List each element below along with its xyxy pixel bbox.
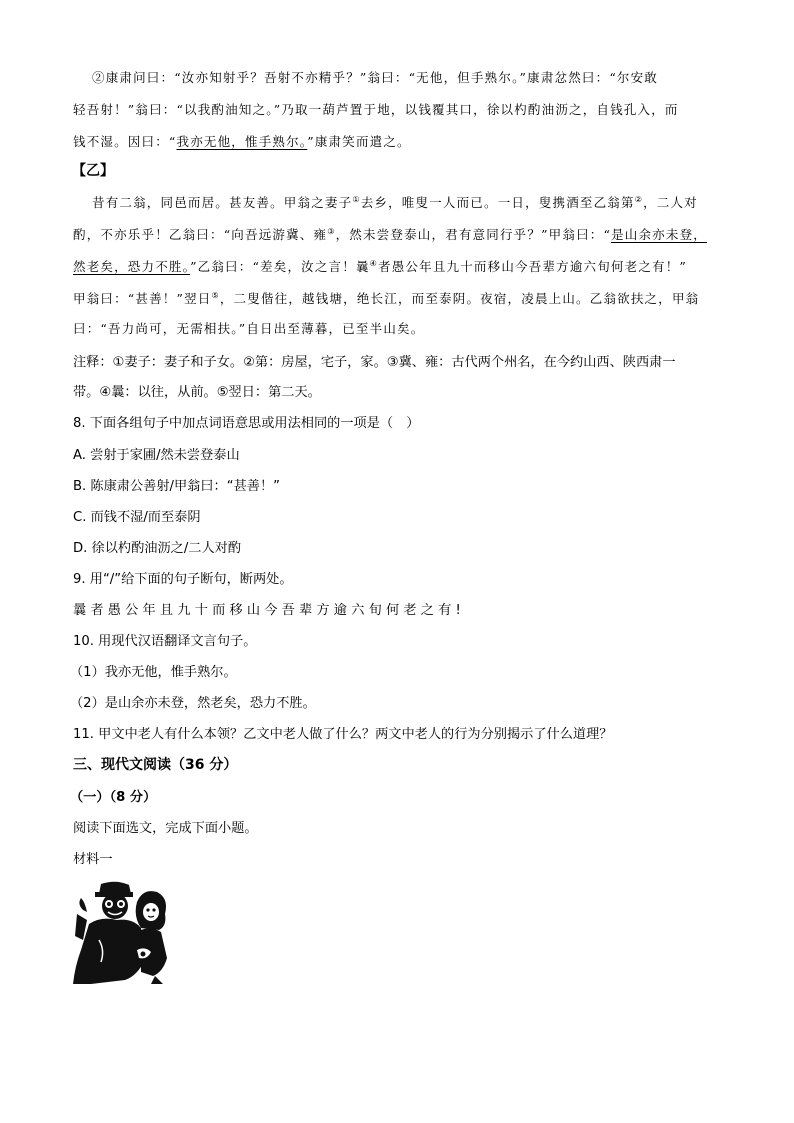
passage-jia-line-3: 钱不湿。因曰：“我亦无他，惟手熟尔。”康肃笑而遣之。	[73, 134, 411, 149]
underlined-phrase: 然老矣，恐力不胜。	[73, 259, 191, 274]
section-3-title: 三、现代文阅读（36 分）	[73, 757, 238, 773]
question-10-sentence-2: （2）是山余亦未登，然老矣，恐力不胜。	[70, 696, 316, 711]
question-8-option-b: B. 陈康肃公善射/甲翁曰：“甚善！”	[73, 479, 280, 494]
passage-yi-line-2: 酌，不亦乐乎！乙翁曰：“向吾远游冀、雍③，然未尝登泰山，君有意同行乎？”甲翁曰：“是山余亦未登，	[73, 226, 707, 242]
question-8-stem: 8. 下面各组句子中加点词语意思或用法相同的一项是（ ）	[73, 416, 420, 431]
underlined-phrase: 我亦无他，惟手熟尔。	[176, 134, 308, 149]
question-9-stem: 9. 用“/”给下面的句子断句，断两处。	[73, 572, 293, 587]
question-8-option-d: D. 徐以杓酌油沥之/二人对酌	[73, 541, 242, 556]
passage-yi-line-4: 甲翁曰：“甚善！”翌日⑤，二叟偕往，越钱塘，绝长江，而至泰阴。夜宿，凌晨上山。乙翁欲扶之，甲翁	[73, 290, 700, 306]
material-1-label: 材料一	[73, 852, 113, 867]
question-11-stem: 11. 甲文中老人有什么本领？乙文中老人做了什么？两文中老人的行为分别揭示了什么道理？	[73, 727, 613, 742]
notes-line-2: 带。④曩：以往，从前。⑤翌日：第二天。	[73, 385, 321, 400]
passage-jia-line-1: ②康肃问曰：“汝亦知射乎？吾射不亦精乎？”翁曰：“无他，但手熟尔。”康肃忿然曰：“尔安敢	[92, 70, 659, 85]
notes-line-1: 注释：①妻子：妻子和子女。②第：房屋，宅子，家。③冀、雍：古代两个州名，在今约山西、陕西肃一	[73, 355, 676, 370]
section-3-part-1: （一）（8 分）	[70, 790, 157, 805]
question-9-sentence: 曩者愚公年且九十而移山今吾辈方逾六旬何老之有!	[73, 603, 466, 618]
material-1-illustration	[71, 880, 171, 986]
passage-yi-line-5: 曰：“吾力尚可，无需相扶。”自日出至薄暮，已至半山矣。	[73, 321, 425, 336]
passage-yi-line-3: 然老矣，恐力不胜。”乙翁曰：“差矣，汝之言！曩④者愚公年且九十而移山今吾辈方逾六旬何老之有！”	[73, 258, 688, 274]
question-10-sentence-1: （1）我亦无他，惟手熟尔。	[70, 665, 237, 680]
question-8-option-a: A. 尝射于家圃/然未尝登泰山	[73, 448, 240, 463]
yi-heading: 【乙】	[72, 163, 114, 179]
passage-jia-line-2: 轻吾射！”翁曰：“以我酌油知之。”乃取一葫芦置于地，以钱覆其口，徐以杓酌油沥之，自钱孔入，而	[73, 102, 679, 117]
question-10-stem: 10. 用现代汉语翻译文言句子。	[73, 634, 257, 649]
underlined-phrase: 是山余亦未登，	[611, 227, 707, 242]
section-3-instruction: 阅读下面选文，完成下面小题。	[73, 821, 258, 836]
question-8-option-c: C. 而钱不湿/而至泰阴	[73, 510, 201, 525]
passage-yi-line-1: 昔有二翁，同邑而居。甚友善。甲翁之妻子①去乡，唯叟一人而已。一日，叟携酒至乙翁第②，二人对	[92, 194, 698, 210]
